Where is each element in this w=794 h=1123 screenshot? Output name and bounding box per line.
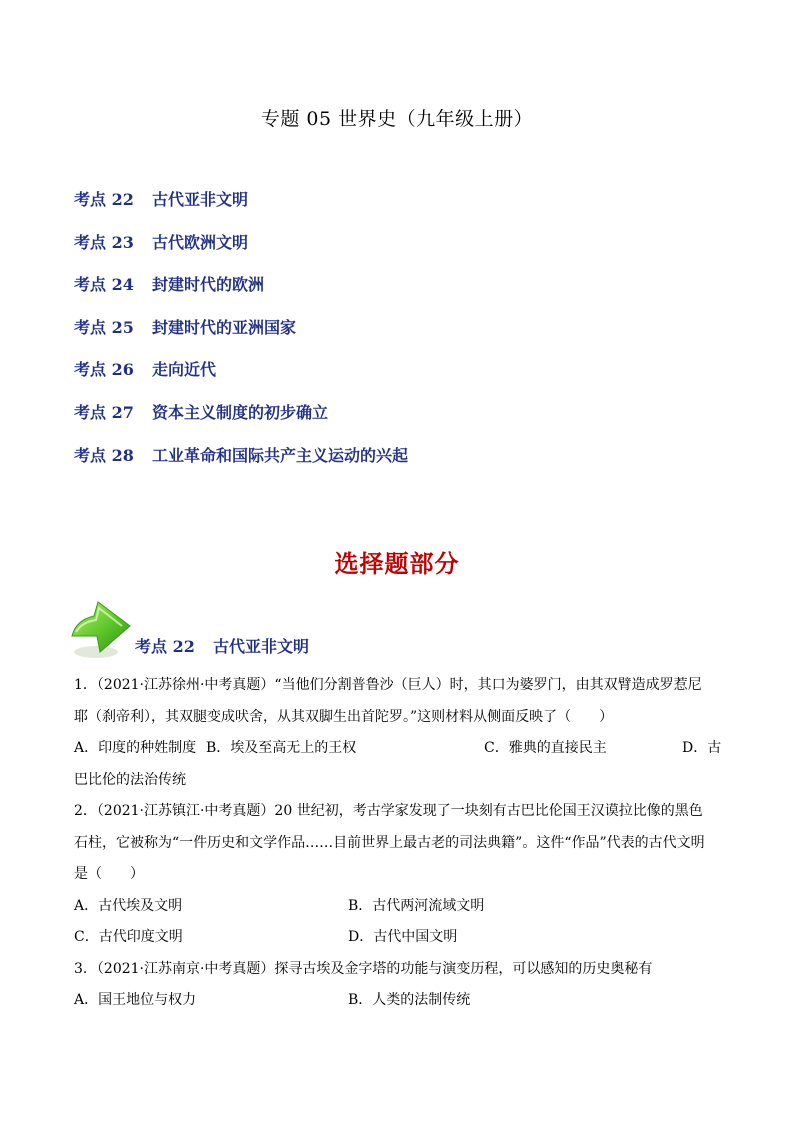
option-c: C．雅典的直接民主 — [484, 740, 607, 756]
option-a: A．印度的种姓制度 — [74, 740, 197, 756]
toc-item — [74, 399, 408, 442]
toc-item-number: 考点 22 — [74, 190, 134, 209]
question-text-line: 1．（2021·江苏徐州·中考真题）“当他们分割普鲁沙（巨人）时，其口为婆罗门，由其双臂造成罗惹尼 — [74, 677, 702, 693]
toc-item — [74, 356, 408, 399]
toc-item-title: 封建时代的欧洲 — [152, 275, 265, 295]
option-b: B．古代两河流域文明 — [348, 897, 485, 914]
toc-item-number: 考点 26 — [74, 360, 134, 380]
toc-item — [74, 186, 408, 229]
options-row — [74, 985, 724, 1017]
question-text-line: 2．（2021·江苏镇江·中考真题）20 世纪初，考古学家发现了一块刻有古巴比伦国王汉谟拉比像的黑色 — [74, 803, 703, 819]
sub-heading-title: 古代亚非文明 — [213, 637, 310, 656]
option-a: A．国王地位与权力 — [74, 992, 197, 1008]
toc-list — [74, 186, 408, 484]
question-text-line: 耶（刹帝利），其双腿变成吠舍，从其双脚生出首陀罗。”这则材料从侧面反映了（ ） — [74, 708, 614, 725]
toc-item — [74, 271, 408, 314]
options-row — [74, 733, 724, 765]
option-c: C．古代印度文明 — [74, 929, 183, 945]
toc-item-number: 考点 27 — [74, 402, 134, 422]
toc-item-title: 古代亚非文明 — [152, 190, 249, 209]
question-1 — [74, 670, 724, 796]
question-2 — [74, 796, 724, 954]
question-3 — [74, 954, 724, 1017]
toc-item — [74, 314, 408, 357]
sub-heading-number: 考点 22 — [135, 637, 195, 656]
toc-item-title: 资本主义制度的初步确立 — [152, 402, 329, 422]
question-list — [74, 670, 724, 1017]
toc-item — [74, 229, 408, 272]
options-row — [74, 922, 724, 954]
toc-item-number: 考点 28 — [74, 445, 134, 465]
toc-item-number: 考点 24 — [74, 275, 134, 295]
options-row — [74, 891, 724, 923]
toc-item-number: 考点 23 — [74, 232, 134, 252]
question-text-line: 石柱，它被称为“一件历史和文学作品……目前世界上最古老的司法典籍”。这件“作品”代表的古代文明 — [74, 834, 705, 851]
toc-item-title: 走向近代 — [152, 360, 217, 380]
page-title: 专题 05 世界史（九年级上册） — [260, 108, 534, 130]
option-d: D．古 — [682, 740, 722, 756]
toc-item — [74, 442, 408, 485]
toc-item-title: 工业革命和国际共产主义运动的兴起 — [152, 445, 409, 465]
option-b: B．埃及至高无上的王权 — [206, 740, 357, 756]
section-heading: 选择题部分 — [334, 549, 460, 578]
toc-item-number: 考点 25 — [74, 317, 134, 337]
question-text-line: 是（ ） — [74, 866, 144, 882]
toc-item-title: 封建时代的亚洲国家 — [152, 317, 297, 337]
option-d: D．古代中国文明 — [348, 929, 458, 945]
option-a: A．古代埃及文明 — [74, 897, 183, 914]
sub-heading — [135, 634, 309, 657]
question-text-line: 3．（2021·江苏南京·中考真题）探寻古埃及金字塔的功能与演变历程，可以感知的历史奥秘有 — [74, 960, 653, 977]
green-arrow-icon — [66, 596, 134, 662]
option-d-continuation: 巴比伦的法治传统 — [74, 771, 186, 788]
toc-item-title: 古代欧洲文明 — [152, 232, 249, 252]
option-b: B．人类的法制传统 — [348, 992, 471, 1008]
